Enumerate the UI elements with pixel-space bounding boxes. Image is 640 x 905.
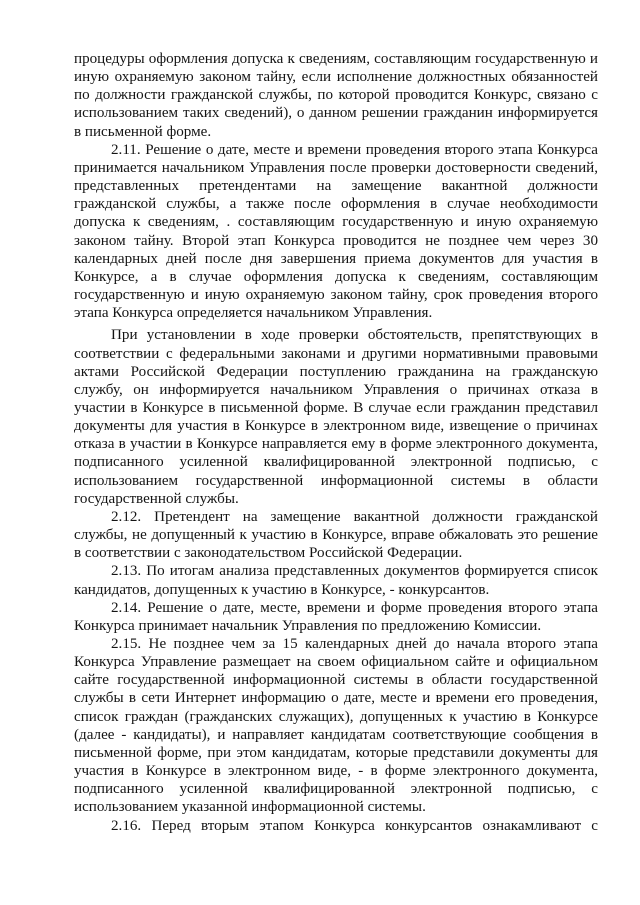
paragraph-2-12: 2.12. Претендент на замещение вакантной должности гражданской службы, не допущенный к участию в Конкурсе, вправе обжаловать это решение в соответствии с законодательством Российской Федерации.	[74, 508, 598, 562]
paragraph-refusal-notice: При установлении в ходе проверки обстоятельств, препятствующих в соответствии с федеральными законами и другими нормативными правовыми актами Российской Федерации поступлению гражданина на гражданскую службу, он информируется начальником Управления о причинах отказа в участии в Конкурсе в письменной форме. В случае если гражданин представил документы для участия в Конкурсе в электронном виде, извещение о причинах отказа в участии в Конкурсе направляется ему в форме электронного документа, подписанного усиленной квалифицированной электронной подписью, с использованием государственной информационной системы в области государственной службы.	[74, 327, 598, 507]
paragraph-2-11: 2.11. Решение о дате, месте и времени проведения второго этапа Конкурса принимается начальником Управления после проверки достоверности сведений, представленных претендентами на замещение вакантной должности гражданской службы, а также после оформления в случае необходимости допуска к сведениям, . составляющим государственную и иную охраняемую законом тайну. Второй этап Конкурса проводится не позднее чем через 30 календарных дней после дня завершения приема документов для участия в Конкурсе, а в случае оформления допуска к сведениям, составляющим государственную и иную охраняемую законом тайну, срок проведения второго этапа Конкурса определяется начальником Управления.	[74, 141, 598, 322]
document-page	[74, 50, 598, 835]
paragraph-2-15: 2.15. Не позднее чем за 15 календарных дней до начала второго этапа Конкурса Управление размещает на своем официальном сайте и официальном сайте государственной информационной системы в области государственной службы в сети Интернет информацию о дате, месте и времени его проведения, список граждан (гражданских служащих), допущенных к участию в Конкурсе (далее - кандидаты), и направляет кандидатам соответствующие сообщения в письменной форме, при этом кандидатам, которые представили документы для участия в Конкурсе в электронном виде, - в форме электронного документа, подписанного усиленной квалифицированной электронной подписью, с использованием указанной информационной системы.	[74, 636, 598, 816]
paragraph-continuation: процедуры оформления допуска к сведениям, составляющим государственную и иную охраняемую законом тайну, если исполнение должностных обязанностей по должности гражданской службы, по которой проводится Конкурс, связано с использованием таких сведений), о данном решении гражданин информируется в письменной форме.	[74, 51, 598, 140]
paragraph-2-16: 2.16. Перед вторым этапом Конкурса конкурсантов ознакамливают с	[111, 817, 598, 834]
paragraph-2-14: 2.14. Решение о дате, месте, времени и форме проведения второго этапа Конкурса принимает начальник Управления по предложению Комиссии.	[74, 599, 598, 634]
paragraph-2-13: 2.13. По итогам анализа представленных документов формируется список кандидатов, допущенных к участию в Конкурсе, - конкурсантов.	[74, 563, 598, 598]
